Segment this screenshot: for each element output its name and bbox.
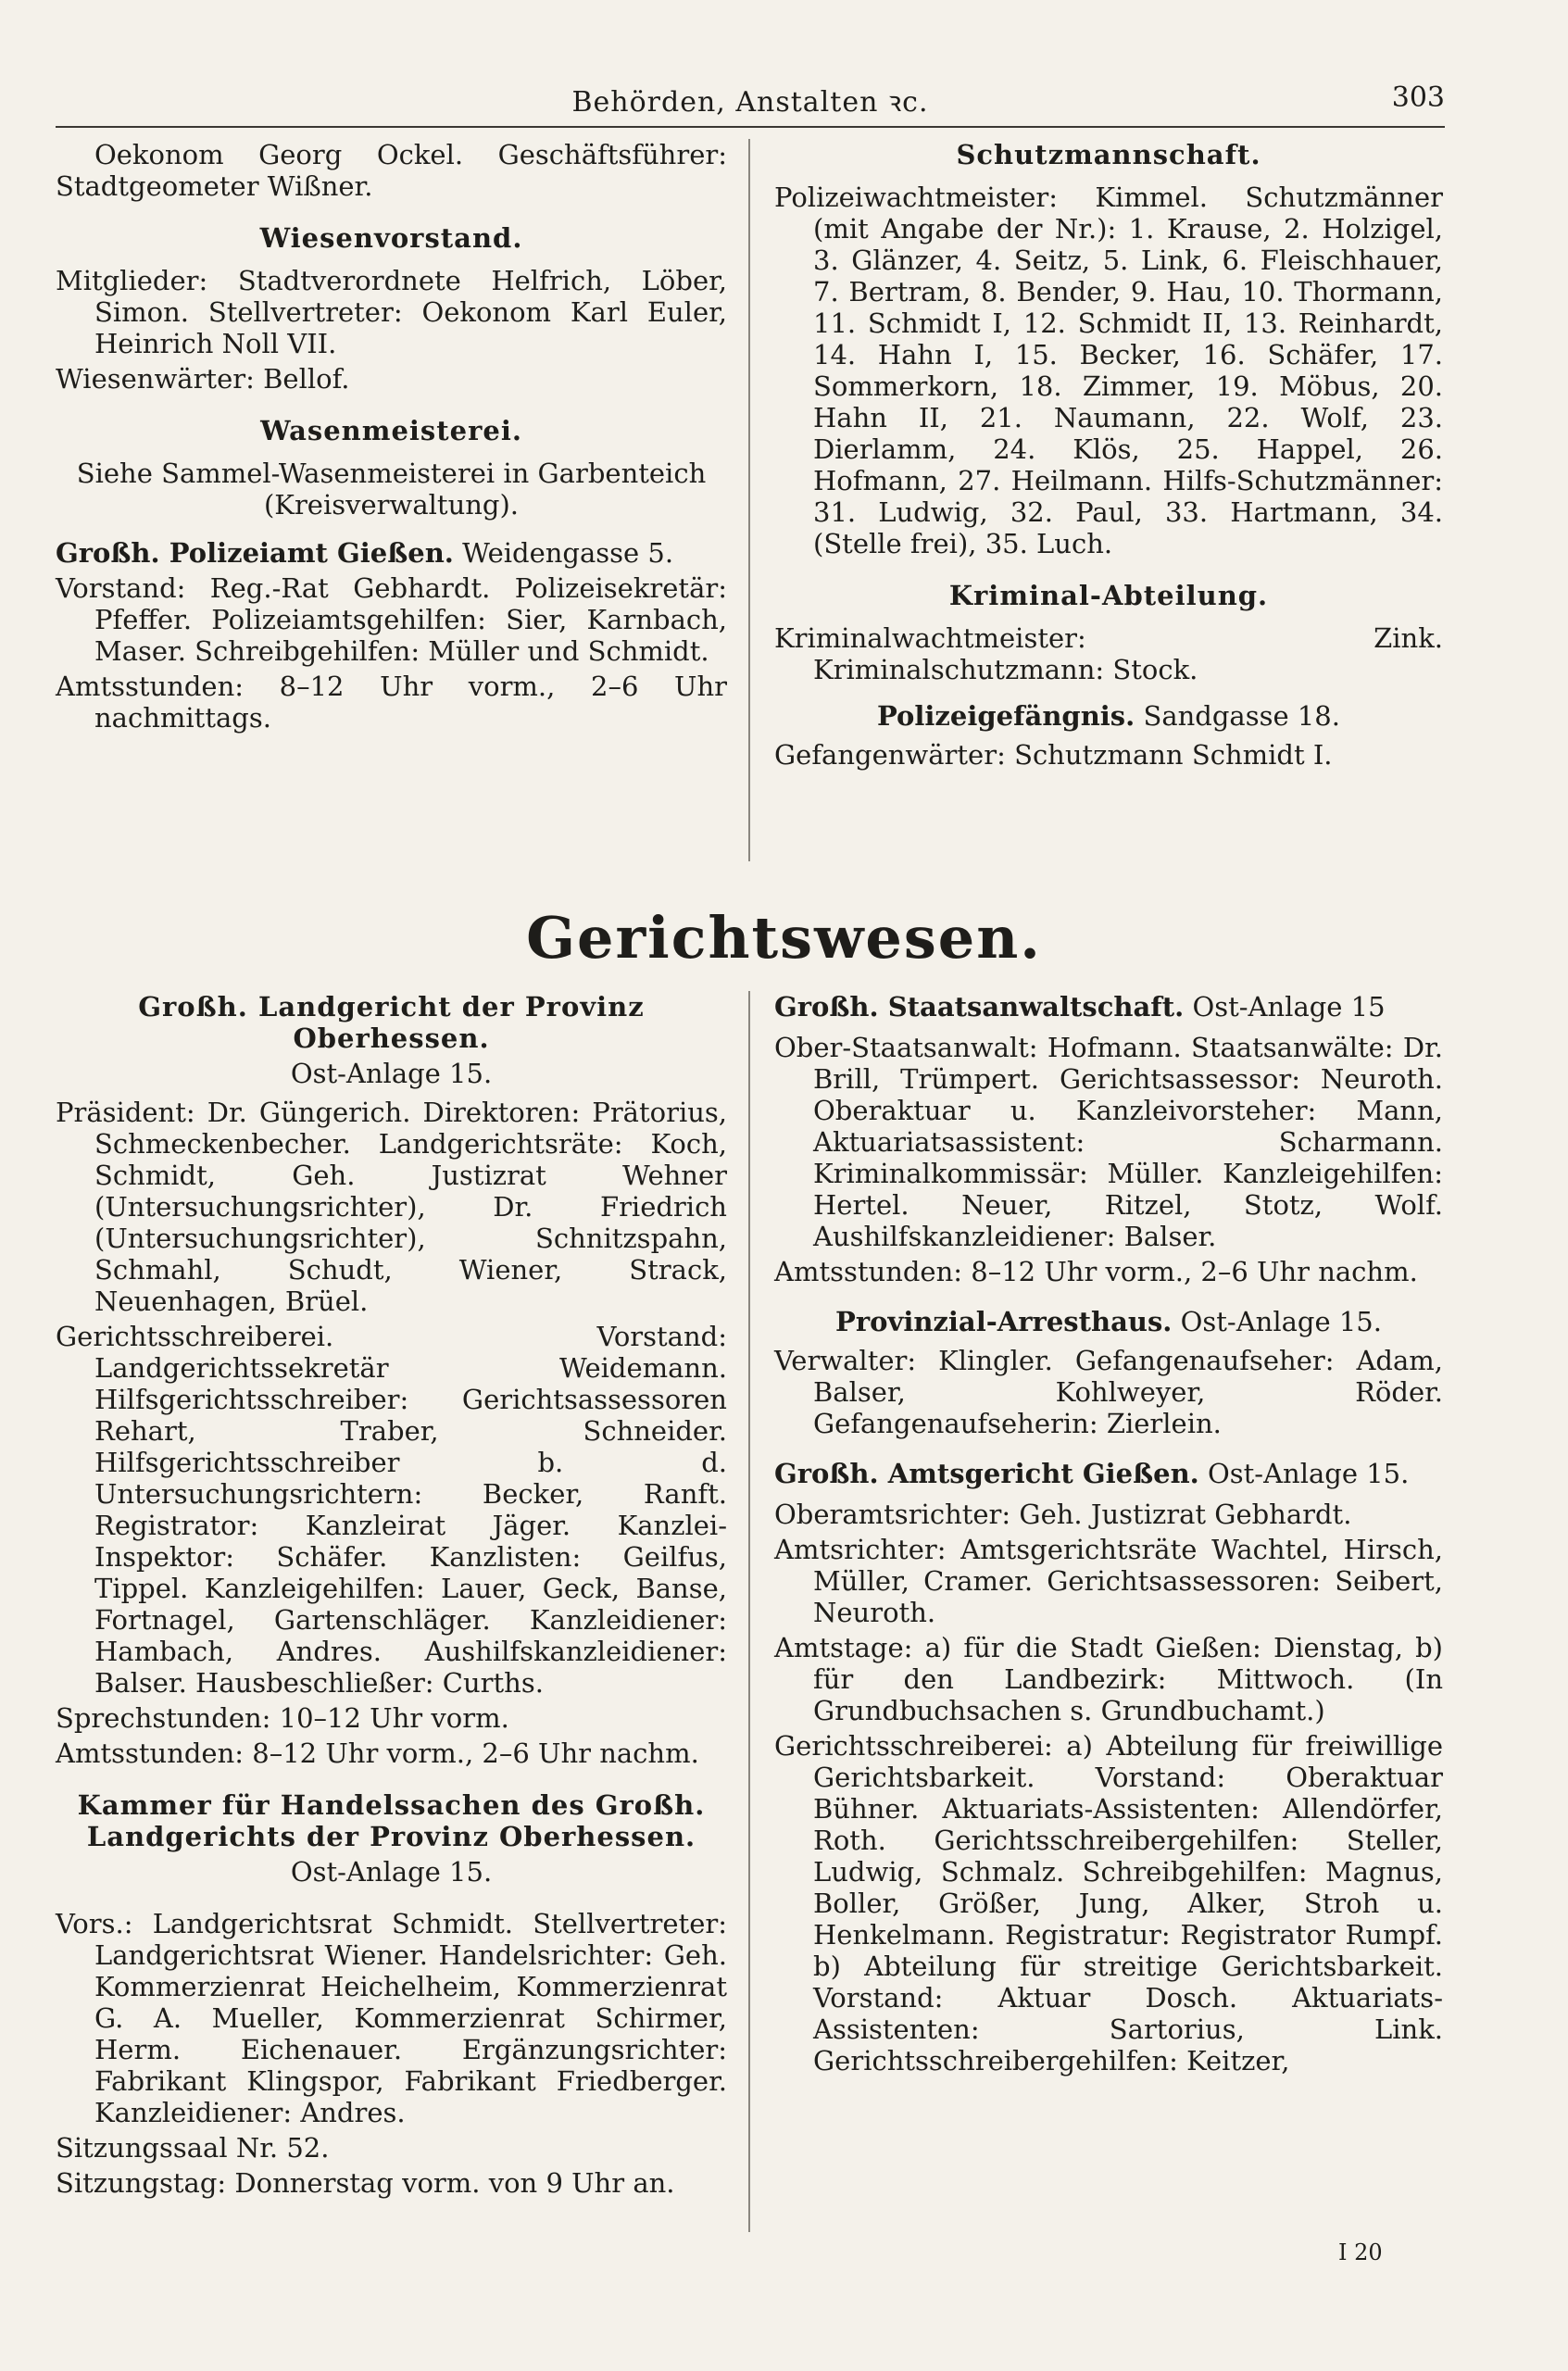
kammer-heading-line-2: Landgerichts der Provinz Oberhessen. <box>86 1821 696 1852</box>
staatsanwalt-hours: Amtsstunden: 8–12 Uhr vorm., 2–6 Uhr nachm. <box>774 1256 1418 1287</box>
arresthaus-text: Verwalter: Klingler. Gefangenaufseher: Adam, Balser, Kohlweyer, Röder. Gefangenaufseherin: Zierlein. <box>774 1345 1443 1439</box>
polizeiamt-hours: Amtsstunden: 8–12 Uhr vorm., 2–6 Uhr nachmittags. <box>56 671 727 734</box>
sitzungstag: Sitzungstag: Donnerstag vorm. von 9 Uhr an. <box>56 2167 675 2199</box>
oberamtsrichter: Oberamtsrichter: Geh. Justizrat Gebhardt. <box>774 1499 1352 1530</box>
amtstage: Amtstage: a) für die Stadt Gießen: Dienstag, b) für den Landbezirk: Mittwoch. (In Grundbuchsachen s. Grundbuchamt.) <box>774 1632 1443 1726</box>
kammer-address: Ost-Anlage 15. <box>290 1856 493 1888</box>
arresthaus-title-line <box>774 1306 1443 1337</box>
polizeiamt-heading: Großh. Polizeiamt Gießen. <box>56 537 454 569</box>
staatsanwalt-address: Ost-Anlage 15 <box>1192 991 1386 1022</box>
oekonom-entry: Oekonom Georg Ockel. Geschäftsführer: Stadtgeometer Wißner. <box>56 139 727 202</box>
signature-mark: I 20 <box>1338 2239 1383 2265</box>
landgericht-heading: Großh. Landgericht der Provinz Oberhessen. <box>138 991 645 1054</box>
gefaengnis-text: Gefangenwärter: Schutzmann Schmidt I. <box>774 739 1333 771</box>
gefaengnis-title-line <box>774 700 1443 732</box>
schutzmannschaft-text: Polizeiwachtmeister: Kimmel. Schutzmänner (mit Angabe der Nr.): 1. Krause, 2. Holzigel, 3. Glänzer, 4. Seitz, 5. Link, 6. Fleischhauer, 7. Bertram, 8. Bender, 9. Hau, 10. Thormann, 11. Schmidt I, 12. Schmidt II, 13. Reinhardt, 14. Hahn I, 15. Becker, 16. Schäfer, 17. Sommerkorn, 18. Zimmer, 19. Möbus, 20. Hahn II, 21. Naumann, 22. Wolf, 23. Dierlamm, 24. Klös, 25. Happel, 26. Hofmann, 27. Heilmann. Hilfs-Schutzmänner: 31. Ludwig, 32. Paul, 33. Hartmann, 34. (Stelle frei), 35. Luch. <box>774 182 1443 559</box>
wiesenvorstand-heading: Wiesenvorstand. <box>259 222 523 254</box>
wasenmeisterei-text: Siehe Sammel-Wasenmeisterei in Garbenteich (Kreisverwaltung). <box>76 458 707 521</box>
landgericht-address: Ost-Anlage 15. <box>290 1058 493 1089</box>
wiesenwaerter: Wiesenwärter: Bellof. <box>56 363 350 395</box>
arresthaus-heading: Provinzial-Arresthaus. <box>835 1306 1173 1337</box>
amtsgericht-title-line <box>774 1458 1443 1489</box>
running-header <box>56 82 1445 128</box>
kriminal-text: Kriminalwachtmeister: Zink. Kriminalschutzmann: Stock. <box>774 622 1443 685</box>
schutzmannschaft-heading: Schutzmannschaft. <box>956 139 1261 170</box>
gefaengnis-address: Sandgasse 18. <box>1143 700 1340 732</box>
landgericht-sprechstunden: Sprechstunden: 10–12 Uhr vorm. <box>56 1702 509 1734</box>
column-divider-top <box>748 139 750 861</box>
amtsgericht-heading: Großh. Amtsgericht Gießen. <box>774 1458 1199 1489</box>
staatsanwalt-heading: Großh. Staatsanwaltschaft. <box>774 991 1185 1022</box>
landgericht-amtsstunden: Amtsstunden: 8–12 Uhr vorm., 2–6 Uhr nachm. <box>56 1737 699 1769</box>
running-title: Behörden, Anstalten ꝛc. <box>571 86 929 119</box>
left-column-bottom <box>56 991 727 2202</box>
amtsgericht-gerichtsschreiberei: Gerichtsschreiberei: a) Abteilung für freiwillige Gerichtsbarkeit. Vorstand: Oberaktuar Bühner. Aktuariats-Assistenten: Allendörfer, Roth. Gerichtsschreibergehilfen: Steller, Ludwig, Schmalz. Schreibgehilfen: Magnus, Boller, Größer, Jung, Alker, Stroh u. Henkelmann. Registratur: Registrator Rumpf. b) Abteilung für streitige Gerichtsbarkeit. Vorstand: Aktuar Dosch. Aktuariats-Assistenten: Sartorius, Link. Gerichtsschreibergehilfen: Keitzer, <box>774 1730 1443 2076</box>
polizeiamt-title-line <box>56 537 727 569</box>
arresthaus-address: Ost-Anlage 15. <box>1180 1306 1382 1337</box>
amtsgericht-address: Ost-Anlage 15. <box>1207 1458 1410 1489</box>
column-divider-bottom <box>748 991 750 2232</box>
gefaengnis-heading: Polizeigefängnis. <box>877 700 1135 732</box>
staatsanwalt-title-line <box>774 991 1443 1022</box>
right-column-bottom <box>774 991 1443 2080</box>
polizeiamt-address: Weidengasse 5. <box>462 537 674 569</box>
page-number: 303 <box>1391 82 1445 114</box>
wasenmeisterei-heading: Wasenmeisterei. <box>260 415 522 446</box>
right-column-top <box>774 139 1443 774</box>
sitzungssaal: Sitzungssaal Nr. 52. <box>56 2132 330 2164</box>
left-column-top <box>56 139 727 737</box>
landgericht-gerichtsschreiberei: Gerichtsschreiberei. Vorstand: Landgerichtssekretär Weidemann. Hilfsgerichtsschreiber: Gerichtsassessoren Rehart, Traber, Schneider. Hilfsgerichtsschreiber b. d. Untersuchungsrichtern: Becker, Ranft. Registrator: Kanzleirat Jäger. Kanzlei-Inspektor: Schäfer. Kanzlisten: Geilfus, Tippel. Kanzleigehilfen: Lauer, Geck, Banse, Fortnagel, Gartenschläger. Kanzleidiener: Hambach, Andres. Aushilfskanzleidiener: Balser. Hausbeschließer: Curths. <box>56 1321 727 1699</box>
kammer-text: Vors.: Landgerichtsrat Schmidt. Stellvertreter: Landgerichtsrat Wiener. Handelsrichter: Geh. Kommerzienrat Heichelheim, Kommerzienrat G. A. Mueller, Kommerzienrat Schirmer, Herm. Eichenauer. Ergänzungsrichter: Fabrikant Klingspor, Fabrikant Friedberger. Kanzleidiener: Andres. <box>56 1908 727 2128</box>
staatsanwalt-text: Ober-Staatsanwalt: Hofmann. Staatsanwälte: Dr. Brill, Trümpert. Gerichtsassessor: Neuroth. Oberaktuar u. Kanzleivorsteher: Mann, Aktuariatsassistent: Scharmann. Kriminalkommissär: Müller. Kanzleigehilfen: Hertel. Neuer, Ritzel, Stotz, Wolf. Aushilfskanzleidiener: Balser. <box>774 1032 1443 1252</box>
landgericht-praesident: Präsident: Dr. Güngerich. Direktoren: Prätorius, Schmeckenbecher. Landgerichtsräte: Koch, Schmidt, Geh. Justizrat Wehner (Untersuchungsrichter), Dr. Friedrich (Untersuchungsrichter), Schnitzspahn, Schmahl, Schudt, Wiener, Strack, Neuenhagen, Brüel. <box>56 1097 727 1317</box>
polizeiamt-staff: Vorstand: Reg.-Rat Gebhardt. Polizeisekretär: Pfeffer. Polizeiamtsgehilfen: Sier, Karnbach, Maser. Schreibgehilfen: Müller und Schmidt. <box>56 572 727 667</box>
wiesenvorstand-members: Mitglieder: Stadtverordnete Helfrich, Löber, Simon. Stellvertreter: Oekonom Karl Euler, Heinrich Noll VII. <box>56 265 727 359</box>
kammer-heading-line-1: Kammer für Handelssachen des Großh. <box>77 1789 706 1821</box>
kriminal-heading: Kriminal-Abteilung. <box>948 580 1269 611</box>
amtsrichter: Amtsrichter: Amtsgerichtsräte Wachtel, Hirsch, Müller, Cramer. Gerichtsassessoren: Seibert, Neuroth. <box>774 1534 1443 1628</box>
section-title: Gerichtswesen. <box>526 904 1042 972</box>
